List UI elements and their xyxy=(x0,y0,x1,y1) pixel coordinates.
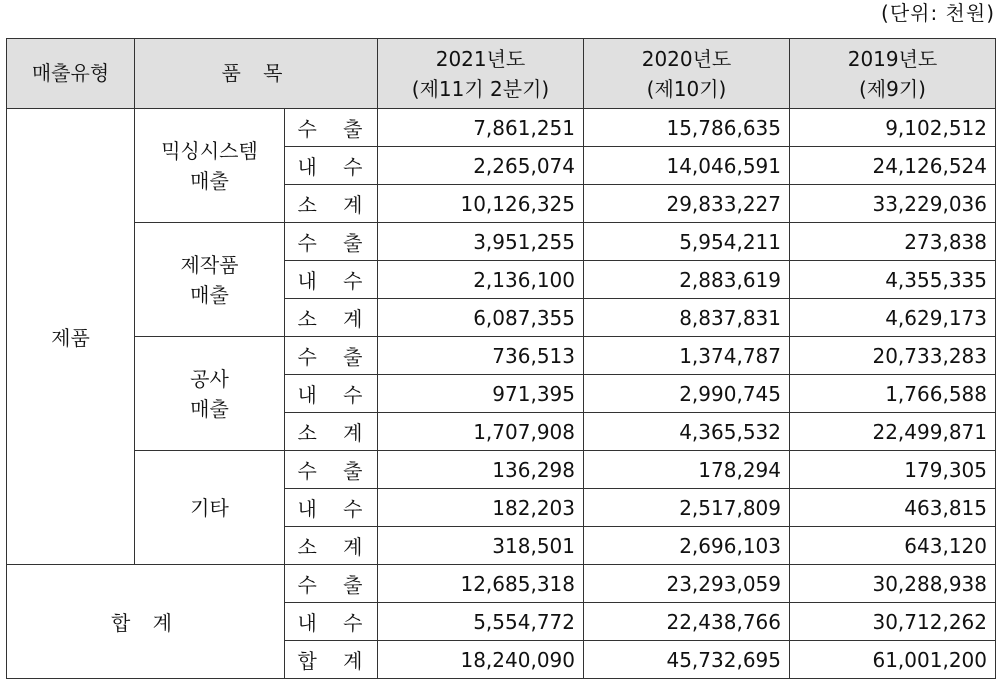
total-label: 합 계 xyxy=(7,565,285,679)
value-2019: 22,499,871 xyxy=(790,413,996,451)
total-row xyxy=(7,565,996,603)
sales-table xyxy=(6,38,996,679)
value-2021: 6,087,355 xyxy=(378,299,584,337)
value-2020: 8,837,831 xyxy=(584,299,790,337)
value-2021: 12,685,318 xyxy=(378,565,584,603)
row-label: 내 수 xyxy=(285,375,378,413)
row-label: 수 출 xyxy=(285,565,378,603)
row-label: 합 계 xyxy=(285,641,378,679)
row-label: 소 계 xyxy=(285,299,378,337)
header-2019 xyxy=(790,39,996,109)
value-2021: 7,861,251 xyxy=(378,109,584,147)
value-2021: 3,951,255 xyxy=(378,223,584,261)
value-2019: 30,712,262 xyxy=(790,603,996,641)
table-row xyxy=(7,109,996,147)
group-name xyxy=(135,337,285,451)
value-2019: 4,355,335 xyxy=(790,261,996,299)
header-2021-year: 2021년도 xyxy=(435,46,526,71)
value-2019: 643,120 xyxy=(790,527,996,565)
header-2020-period: (제10기) xyxy=(646,76,727,101)
value-2020: 1,374,787 xyxy=(584,337,790,375)
row-label: 소 계 xyxy=(285,413,378,451)
value-2021: 182,203 xyxy=(378,489,584,527)
group-name xyxy=(135,451,285,565)
value-2019: 179,305 xyxy=(790,451,996,489)
value-2020: 29,833,227 xyxy=(584,185,790,223)
header-2021-period: (제11기 2분기) xyxy=(411,76,550,101)
header-2021 xyxy=(378,39,584,109)
value-2020: 22,438,766 xyxy=(584,603,790,641)
table-row xyxy=(7,451,996,489)
product-category: 제품 xyxy=(7,109,135,565)
unit-note: (단위: 천원) xyxy=(881,1,995,25)
table-row xyxy=(7,337,996,375)
value-2020: 2,883,619 xyxy=(584,261,790,299)
value-2020: 15,786,635 xyxy=(584,109,790,147)
group-name-line1: 기타 xyxy=(190,495,229,520)
value-2021: 10,126,325 xyxy=(378,185,584,223)
row-label: 소 계 xyxy=(285,527,378,565)
header-2019-year: 2019년도 xyxy=(847,46,938,71)
value-2021: 1,707,908 xyxy=(378,413,584,451)
value-2020: 4,365,532 xyxy=(584,413,790,451)
group-name xyxy=(135,109,285,223)
group-name-line2: 매출 xyxy=(190,168,229,193)
value-2020: 2,990,745 xyxy=(584,375,790,413)
value-2019: 20,733,283 xyxy=(790,337,996,375)
value-2021: 5,554,772 xyxy=(378,603,584,641)
value-2020: 2,517,809 xyxy=(584,489,790,527)
row-label: 내 수 xyxy=(285,603,378,641)
group-name-line1: 믹싱시스템 xyxy=(161,138,258,163)
value-2020: 5,954,211 xyxy=(584,223,790,261)
row-label: 수 출 xyxy=(285,223,378,261)
row-label: 수 출 xyxy=(285,109,378,147)
row-label: 내 수 xyxy=(285,489,378,527)
value-2019: 24,126,524 xyxy=(790,147,996,185)
value-2021: 971,395 xyxy=(378,375,584,413)
group-name-line1: 제작품 xyxy=(180,252,239,277)
table-row xyxy=(7,223,996,261)
header-2019-period: (제9기) xyxy=(859,76,926,101)
value-2020: 23,293,059 xyxy=(584,565,790,603)
header-type: 매출유형 xyxy=(7,39,135,109)
row-label: 수 출 xyxy=(285,451,378,489)
value-2019: 273,838 xyxy=(790,223,996,261)
header-2020-year: 2020년도 xyxy=(641,46,732,71)
row-label: 내 수 xyxy=(285,261,378,299)
value-2019: 4,629,173 xyxy=(790,299,996,337)
value-2019: 33,229,036 xyxy=(790,185,996,223)
value-2019: 1,766,588 xyxy=(790,375,996,413)
group-name-line2: 매출 xyxy=(190,282,229,307)
value-2020: 45,732,695 xyxy=(584,641,790,679)
group-name xyxy=(135,223,285,337)
row-label: 내 수 xyxy=(285,147,378,185)
header-2020 xyxy=(584,39,790,109)
value-2019: 463,815 xyxy=(790,489,996,527)
value-2021: 318,501 xyxy=(378,527,584,565)
row-label: 수 출 xyxy=(285,337,378,375)
value-2019: 30,288,938 xyxy=(790,565,996,603)
header-item: 품 목 xyxy=(135,39,378,109)
value-2020: 14,046,591 xyxy=(584,147,790,185)
value-2021: 2,136,100 xyxy=(378,261,584,299)
value-2019: 9,102,512 xyxy=(790,109,996,147)
value-2021: 736,513 xyxy=(378,337,584,375)
value-2020: 2,696,103 xyxy=(584,527,790,565)
value-2019: 61,001,200 xyxy=(790,641,996,679)
value-2021: 136,298 xyxy=(378,451,584,489)
group-name-line2: 매출 xyxy=(190,396,229,421)
value-2021: 2,265,074 xyxy=(378,147,584,185)
group-name-line1: 공사 xyxy=(190,366,229,391)
value-2021: 18,240,090 xyxy=(378,641,584,679)
header-row xyxy=(7,39,996,109)
row-label: 소 계 xyxy=(285,185,378,223)
value-2020: 178,294 xyxy=(584,451,790,489)
